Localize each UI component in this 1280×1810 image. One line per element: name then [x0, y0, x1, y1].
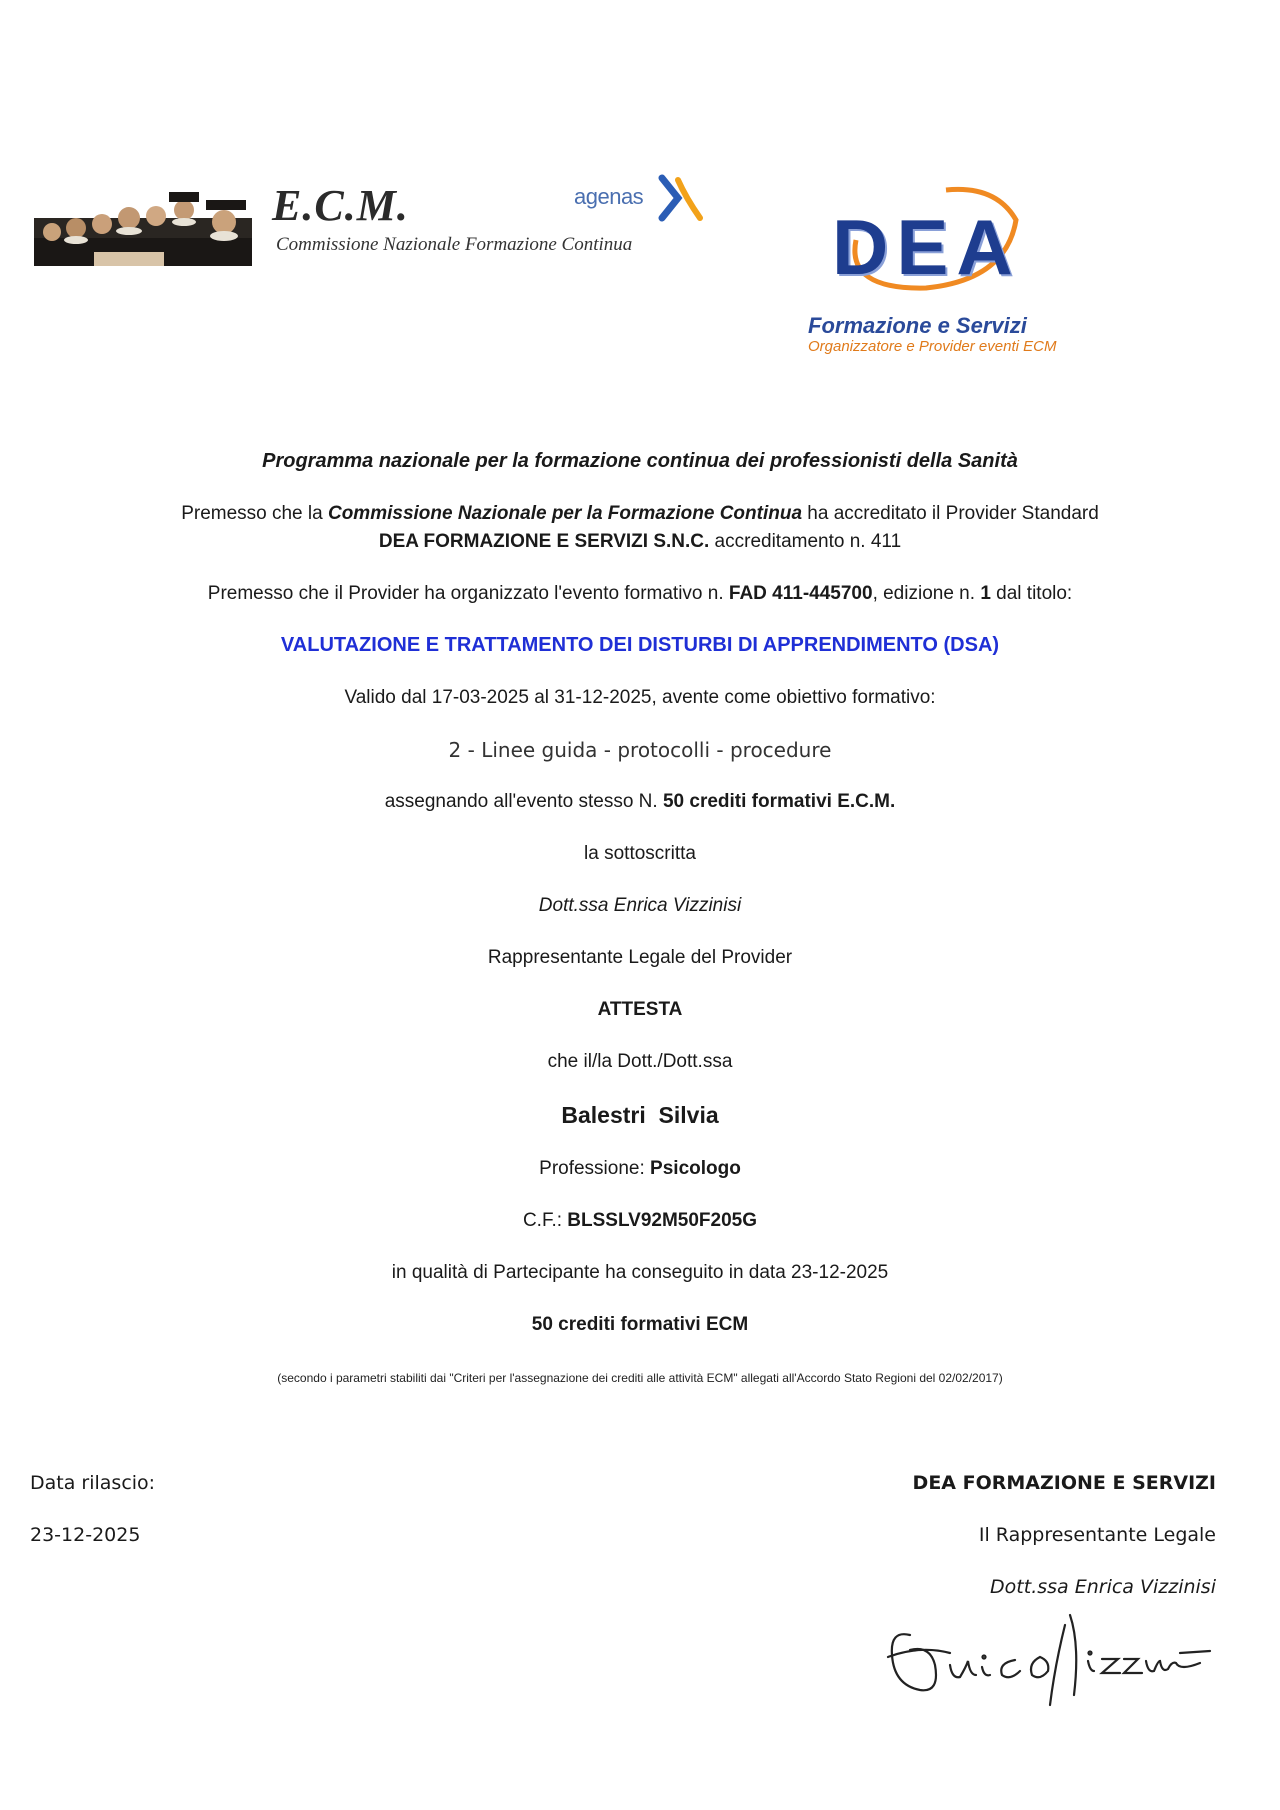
che-line: che il/la Dott./Dott.ssa — [547, 1051, 733, 1072]
dea-logo-subtitle: Formazione e Servizi — [808, 313, 1027, 338]
credits-assigned-line — [0, 791, 1280, 813]
event-suffix: dal titolo: — [990, 583, 1073, 604]
footnote: (secondo i parametri stabiliti dai "Criteri per l'assegnazione dei crediti alle attività ECM" allegati all'Accordo Stato Regioni del 02/02/2017) — [277, 1371, 1003, 1385]
premise-prefix: Premesso che la — [181, 503, 328, 524]
dea-logo-tagline: Organizzatore e Provider eventi ECM — [808, 338, 1057, 355]
premise-commission — [0, 503, 1280, 525]
earned-credits: 50 crediti formativi ECM — [531, 1314, 749, 1335]
achieved-line: in qualità di Partecipante ha conseguito in data 23-12-2025 — [391, 1262, 889, 1283]
signer-name: Dott.ssa Enrica Vizzinisi — [538, 895, 742, 916]
premise-suffix: ha accreditato il Provider Standard — [802, 503, 1099, 524]
dea-logo-text: DEA — [832, 203, 1021, 291]
accreditation: accreditamento n. 411 — [709, 531, 902, 552]
program-heading: Programma nazionale per la formazione continua dei professionisti della Sanità — [262, 450, 1018, 472]
footer-company: DEA FORMAZIONE E SERVIZI — [912, 1472, 1216, 1494]
cf-label: C.F.: — [522, 1210, 568, 1231]
profession-line — [0, 1158, 1280, 1180]
event-number: FAD 411-445700 — [728, 583, 873, 604]
release-date: 23-12-2025 — [30, 1524, 141, 1546]
signer-role: Rappresentante Legale del Provider — [487, 947, 793, 968]
ecm-logo-title: E.C.M. — [272, 181, 409, 230]
undersigned-line: la sottoscritta — [584, 843, 696, 864]
agenas-logo-icon — [656, 174, 706, 222]
ecm-logo-subtitle: Commissione Nazionale Formazione Continua — [276, 234, 633, 255]
premise-event — [0, 583, 1280, 605]
event-prefix: Premesso che il Provider ha organizzato l'evento formativo n. — [207, 583, 729, 604]
credits-prefix: assegnando all'evento stesso N. — [384, 791, 663, 812]
validity-line: Valido dal 17-03-2025 al 31-12-2025, avente come obiettivo formativo: — [344, 687, 936, 708]
attesta-heading: ATTESTA — [597, 999, 683, 1020]
ecm-painting-image — [34, 178, 252, 266]
profession-label: Professione: — [539, 1158, 651, 1179]
footer-signer: Dott.ssa Enrica Vizzinisi — [990, 1576, 1216, 1598]
agenas-logo-text: agenas — [574, 184, 644, 209]
handwritten-signature — [880, 1605, 1220, 1715]
edition-number: 1 — [980, 583, 991, 604]
commission-name: Commissione Nazionale per la Formazione Continua — [327, 503, 803, 524]
course-title: VALUTAZIONE E TRATTAMENTO DEI DISTURBI DI APPRENDIMENTO (DSA) — [280, 634, 1000, 656]
provider-line — [0, 531, 1280, 553]
cf-line — [0, 1210, 1280, 1232]
participant-name: Balestri Silvia — [561, 1102, 719, 1128]
profession-value: Psicologo — [650, 1158, 741, 1179]
footer-legal-rep: Il Rappresentante Legale — [978, 1524, 1216, 1546]
provider-name: DEA FORMAZIONE E SERVIZI S.N.C. — [378, 531, 710, 552]
release-label: Data rilascio: — [30, 1472, 156, 1494]
event-mid: , edizione n. — [872, 583, 981, 604]
cf-value: BLSSLV92M50F205G — [567, 1210, 758, 1231]
objective-line: 2 - Linee guida - protocolli - procedure — [448, 738, 832, 762]
credits-assigned: 50 crediti formativi E.C.M. — [662, 791, 896, 812]
